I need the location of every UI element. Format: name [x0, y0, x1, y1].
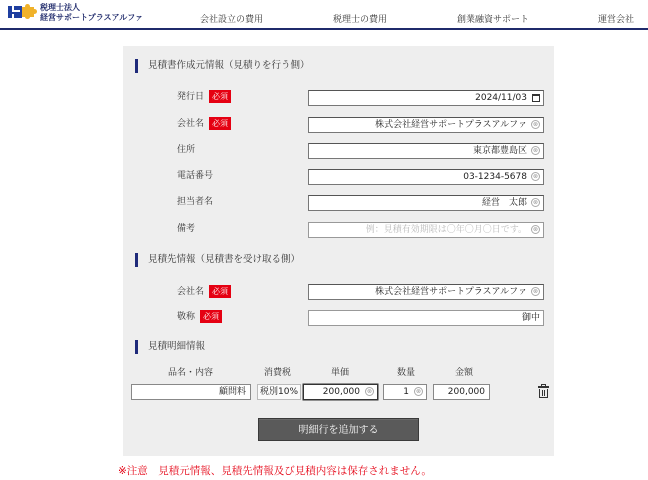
issue-date-input[interactable]: 2024/11/03	[308, 90, 544, 106]
clear-icon[interactable]: ⊗	[532, 147, 539, 154]
column-header-amount: 金額	[455, 368, 474, 378]
clear-icon[interactable]: ⊗	[532, 121, 539, 128]
clear-icon[interactable]: ⊗	[532, 173, 539, 180]
label-contact-person: 担当者名	[177, 197, 214, 207]
required-badge: 必須	[200, 310, 222, 323]
label-phone: 電話番号	[177, 171, 214, 181]
clear-icon[interactable]: ⊗	[532, 199, 539, 206]
tax-select[interactable]: 税別10%	[257, 384, 301, 400]
brand-name[interactable]	[40, 3, 143, 23]
label-issuer-company: 会社名 必須	[177, 116, 231, 132]
item-name-input[interactable]: 顧問料	[131, 384, 251, 400]
brand-line-1: 税理士法人	[40, 3, 80, 12]
nav-startup-loan-support[interactable]: 創業融資サポート	[457, 15, 530, 25]
honorific-input[interactable]: 御中	[308, 310, 544, 326]
site-header	[0, 0, 648, 30]
required-badge: 必須	[209, 117, 231, 130]
section-title-issuer: 見積書作成元情報（見積りを行う側）	[135, 59, 310, 73]
label-remarks: 備考	[177, 224, 196, 234]
quantity-input[interactable]: 1 ⊗	[383, 384, 427, 400]
clear-icon[interactable]: ⊗	[532, 288, 539, 295]
remarks-placeholder: 例：見積有効期限は〇年〇月〇日です。	[365, 225, 527, 235]
recipient-company-input[interactable]: 株式会社経営サポートプラスアルファ ⊗	[308, 284, 544, 300]
label-honorific: 敬称 必須	[177, 309, 222, 325]
nav-company-setup-cost[interactable]: 会社設立の費用	[200, 15, 264, 25]
section-title-details: 見積明細情報	[135, 340, 205, 354]
trash-icon[interactable]	[538, 385, 549, 398]
unit-price-input[interactable]: 200,000 ⊗	[303, 384, 378, 400]
address-input[interactable]: 東京都豊島区 ⊗	[308, 143, 544, 159]
column-header-tax: 消費税	[264, 368, 292, 378]
add-row-button[interactable]: 明細行を追加する	[258, 418, 419, 441]
calendar-icon[interactable]	[532, 94, 540, 102]
brand-line-2: 経営サポートプラスアルファ	[40, 13, 144, 22]
required-badge: 必須	[209, 285, 231, 298]
remarks-input[interactable]	[308, 222, 544, 238]
nav-operating-company[interactable]: 運営会社	[598, 15, 635, 25]
clear-icon[interactable]: ⊗	[415, 388, 422, 395]
save-warning-notice: ※注意 見積元情報、見積先情報及び見積内容は保存されません。	[118, 465, 432, 477]
logo-icon[interactable]	[8, 5, 38, 19]
contact-person-input[interactable]: 経営 太郎 ⊗	[308, 195, 544, 211]
label-recipient-company: 会社名 必須	[177, 284, 231, 300]
clear-icon[interactable]: ⊗	[366, 388, 373, 395]
label-issue-date: 発行日 必須	[177, 89, 231, 105]
column-header-unit-price: 単価	[331, 368, 350, 378]
amount-field: 200,000	[433, 384, 490, 400]
phone-input[interactable]: 03-1234-5678 ⊗	[308, 169, 544, 185]
section-title-recipient: 見積先情報（見積書を受け取る側）	[135, 253, 300, 267]
required-badge: 必須	[209, 90, 231, 103]
label-address: 住所	[177, 145, 196, 155]
issuer-company-input[interactable]: 株式会社経営サポートプラスアルファ ⊗	[308, 117, 544, 133]
column-header-quantity: 数量	[397, 368, 416, 378]
nav-tax-accountant-cost[interactable]: 税理士の費用	[333, 15, 388, 25]
clear-icon[interactable]: ⊗	[532, 226, 539, 233]
column-header-item: 品名・内容	[168, 368, 214, 378]
